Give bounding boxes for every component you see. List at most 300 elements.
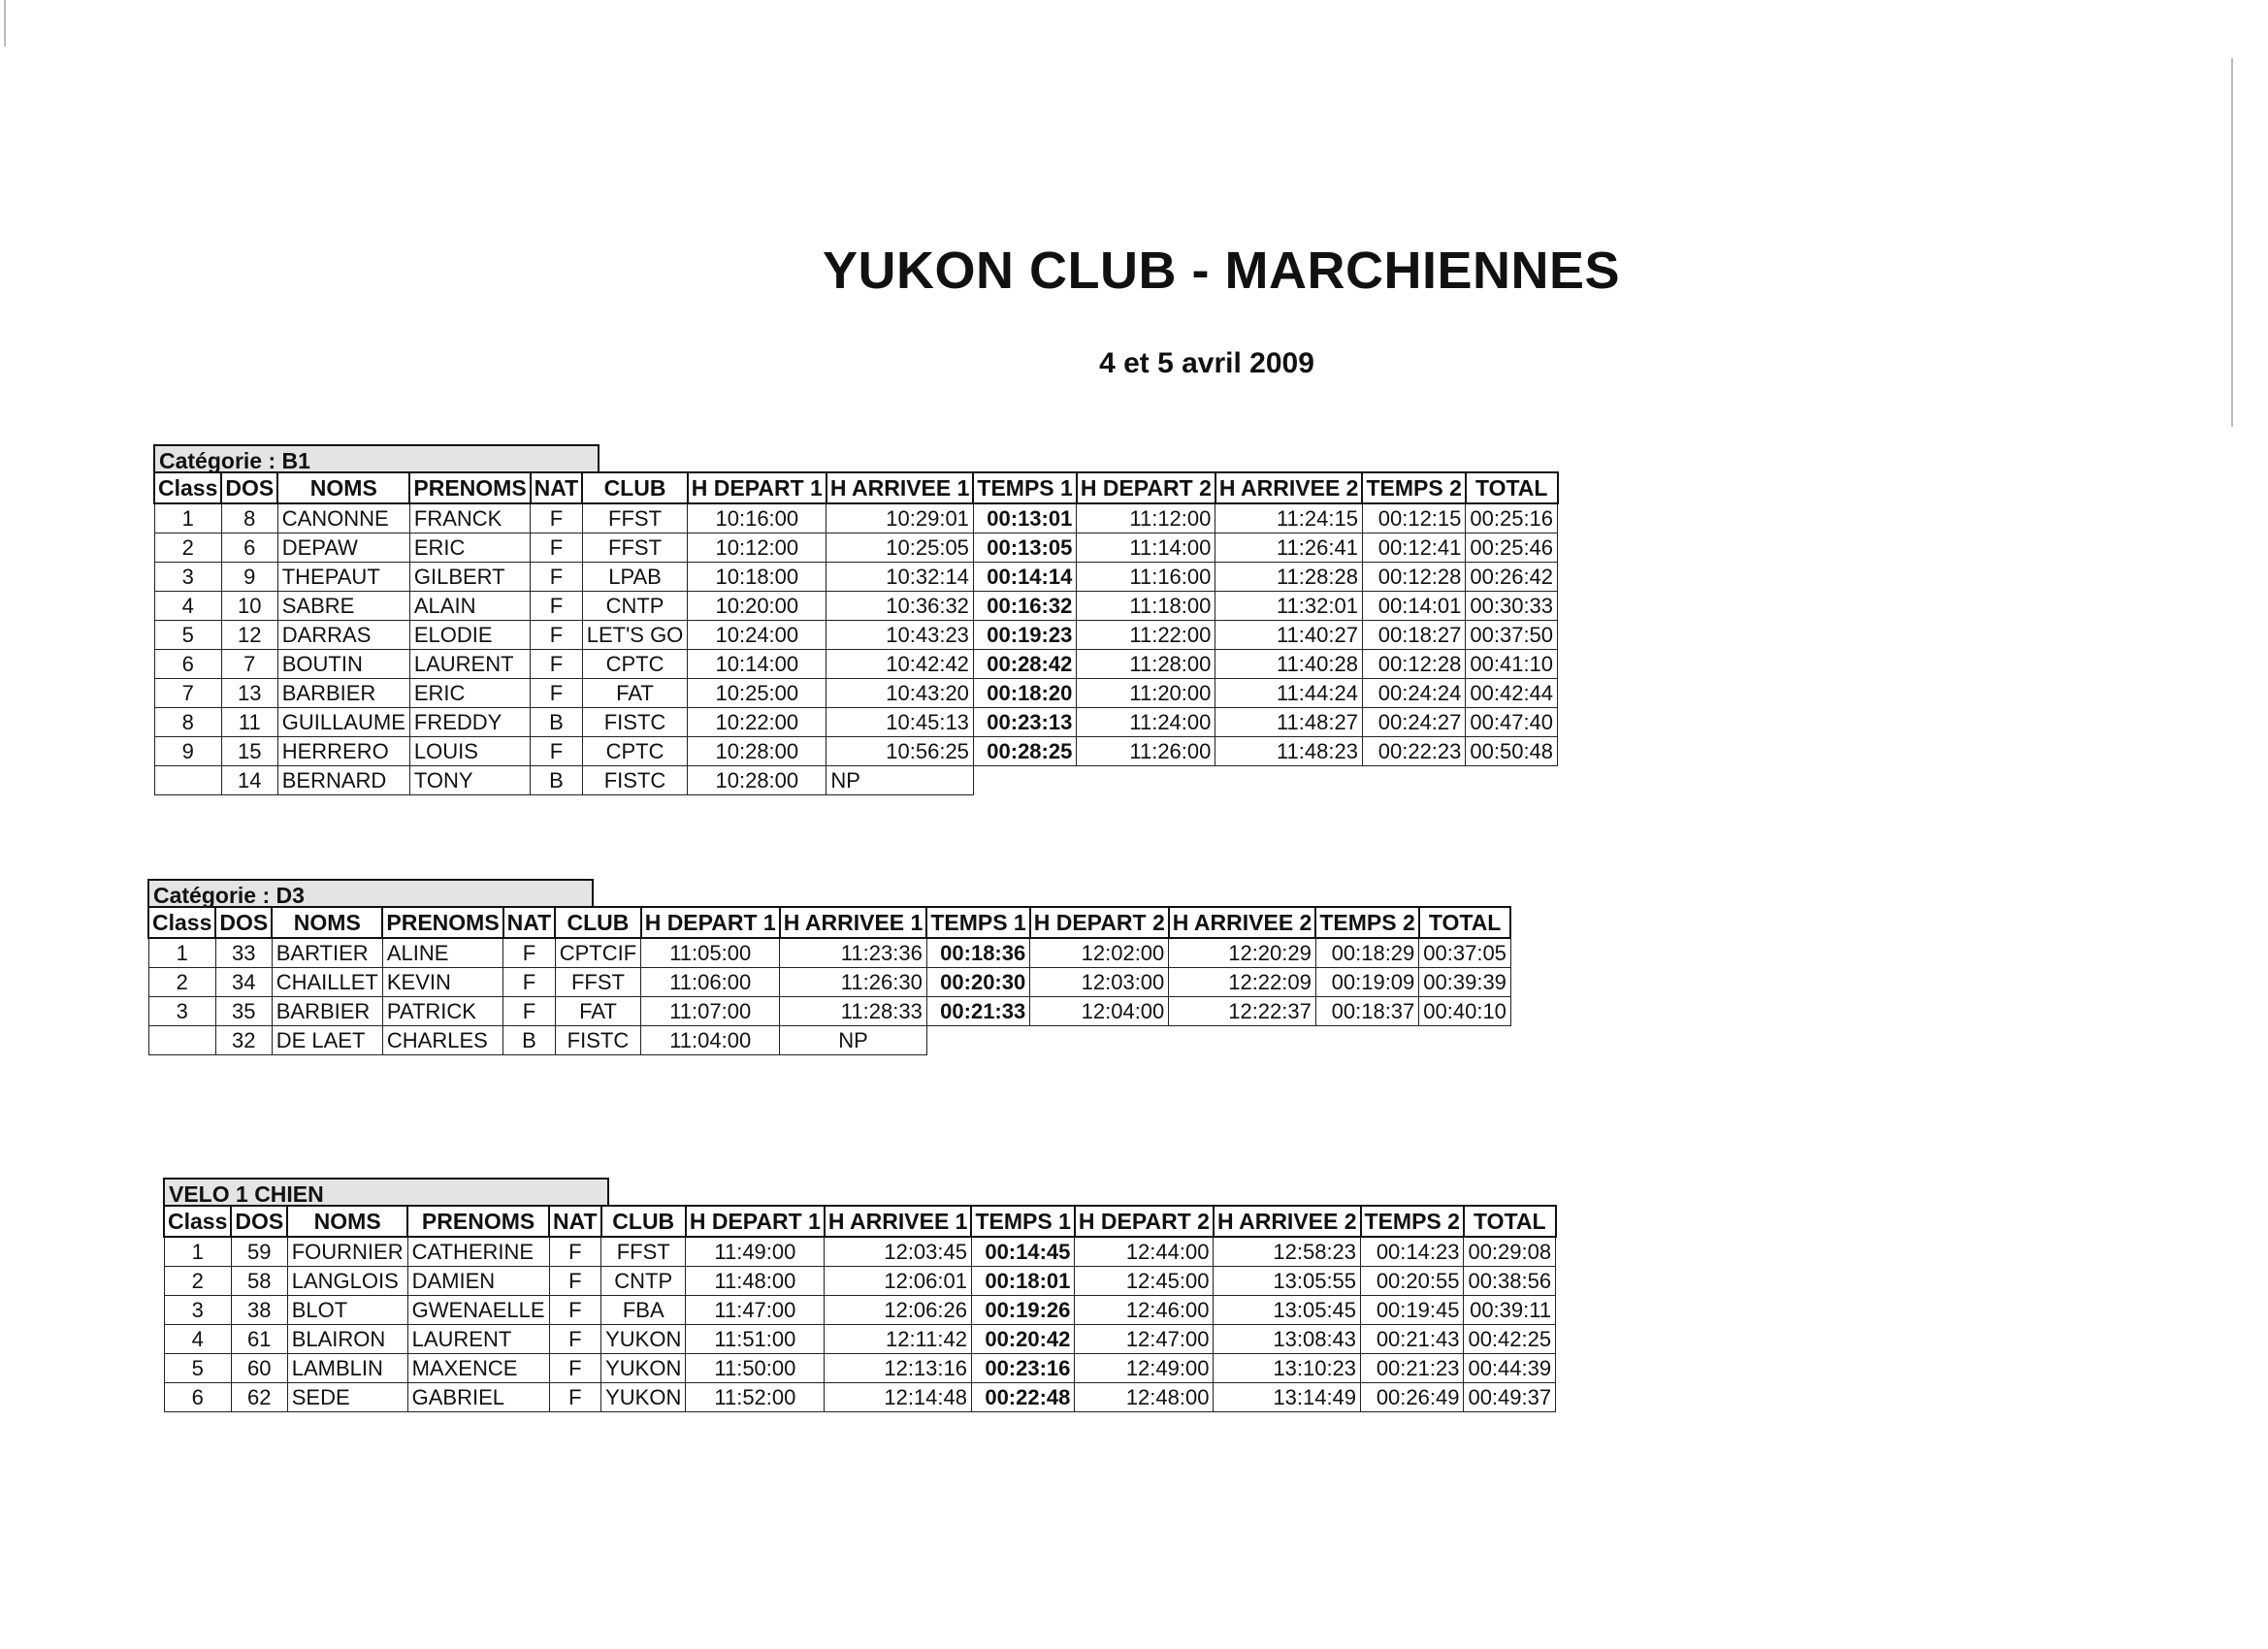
cell-h-arrivee-1: 11:26:30 [780,968,927,997]
table-row [154,737,1558,766]
table-row [148,1026,1510,1055]
cell-h-depart-2: 12:45:00 [1075,1267,1214,1296]
cell-class: 9 [154,737,221,766]
cell-temps-1: 00:28:25 [973,737,1076,766]
column-header-class: Class [148,907,215,938]
empty-cell [973,766,1076,795]
cell-h-depart-1: 11:48:00 [686,1267,825,1296]
cell-dos: 8 [221,503,277,534]
cell-h-depart-1: 10:24:00 [688,621,826,650]
cell-noms: BARBIER [277,679,409,708]
empty-cell [1030,1026,1169,1055]
cell-class: 1 [148,938,215,968]
cell-h-arrivee-1: 10:36:32 [826,592,974,621]
cell-noms: CHAILLET [272,968,382,997]
cell-h-arrivee-2: 13:05:55 [1214,1267,1361,1296]
cell-noms: BLAIRON [287,1325,407,1354]
cell-prenoms: GILBERT [409,563,530,592]
cell-h-arrivee-2: 12:22:37 [1169,997,1316,1026]
cell-club: FFST [582,503,688,534]
cell-prenoms: LAURENT [409,650,530,679]
cell-noms: DEPAW [277,534,409,563]
cell-h-depart-1: 11:51:00 [686,1325,825,1354]
column-header-club: CLUB [555,907,640,938]
cell-prenoms: KEVIN [382,968,502,997]
column-header-noms: NOMS [272,907,382,938]
cell-temps-1: 00:18:36 [926,938,1029,968]
cell-h-depart-1: 11:04:00 [641,1026,780,1055]
cell-prenoms: CHARLES [382,1026,502,1055]
cell-total: 00:40:10 [1419,997,1511,1026]
cell-club: CNTP [582,592,688,621]
cell-h-depart-1: 10:16:00 [688,503,826,534]
cell-temps-1: 00:14:45 [971,1237,1074,1267]
cell-noms: BARBIER [272,997,382,1026]
cell-club: FFST [555,968,640,997]
cell-noms: HERRERO [277,737,409,766]
cell-total: 00:30:33 [1466,592,1558,621]
empty-cell [1466,766,1558,795]
empty-cell [926,1026,1029,1055]
cell-total: 00:42:44 [1466,679,1558,708]
cell-total: 00:39:11 [1464,1296,1556,1325]
header-row [148,907,1510,938]
cell-club: LPAB [582,563,688,592]
cell-dos: 9 [221,563,277,592]
cell-class: 6 [164,1383,231,1412]
cell-noms: SABRE [277,592,409,621]
cell-h-depart-2: 11:24:00 [1077,708,1215,737]
column-header-h-depart-2: H DEPART 2 [1077,472,1215,503]
cell-h-arrivee-1: NP [780,1026,927,1055]
column-header-temps-2: TEMPS 2 [1362,472,1465,503]
cell-club: YUKON [601,1354,686,1383]
cell-h-depart-1: 11:50:00 [686,1354,825,1383]
column-header-temps-1: TEMPS 1 [926,907,1029,938]
cell-nat: F [503,968,556,997]
cell-class: 2 [154,534,221,563]
cell-nat: F [549,1267,601,1296]
table-row [154,534,1558,563]
cell-total: 00:39:39 [1419,968,1511,997]
cell-noms: SEDE [287,1383,407,1412]
cell-h-arrivee-2: 11:32:01 [1215,592,1363,621]
table-row [154,563,1558,592]
column-header-h-depart-2: H DEPART 2 [1030,907,1169,938]
column-header-h-depart-2: H DEPART 2 [1075,1206,1214,1237]
cell-prenoms: ERIC [409,679,530,708]
cell-dos: 62 [231,1383,287,1412]
cell-h-arrivee-2: 11:26:41 [1215,534,1363,563]
table-row [148,997,1510,1026]
column-header-dos: DOS [215,907,272,938]
cell-nat: F [503,997,556,1026]
column-header-temps-1: TEMPS 1 [973,472,1076,503]
column-header-h-arrivee-1: H ARRIVEE 1 [825,1206,972,1237]
cell-temps-1: 00:22:48 [971,1383,1074,1412]
cell-h-arrivee-1: 12:14:48 [825,1383,972,1412]
cell-temps-2: 00:12:41 [1362,534,1465,563]
category-label: Catégorie : B1 [153,444,599,473]
cell-temps-2: 00:14:23 [1361,1237,1464,1267]
cell-h-arrivee-2: 13:14:49 [1214,1383,1361,1412]
cell-h-depart-1: 10:14:00 [688,650,826,679]
cell-nat: F [549,1325,601,1354]
table-row [154,679,1558,708]
column-header-club: CLUB [601,1206,686,1237]
cell-h-arrivee-2: 12:22:09 [1169,968,1316,997]
table-row [164,1296,1556,1325]
cell-class: 4 [154,592,221,621]
cell-temps-2: 00:18:37 [1315,997,1418,1026]
cell-total: 00:49:37 [1464,1383,1556,1412]
table-row [154,766,1558,795]
table-row [164,1237,1556,1267]
cell-temps-2: 00:19:09 [1315,968,1418,997]
cell-h-arrivee-2: 11:40:28 [1215,650,1363,679]
cell-class: 5 [154,621,221,650]
cell-temps-2: 00:24:27 [1362,708,1465,737]
cell-dos: 34 [215,968,272,997]
column-header-noms: NOMS [277,472,409,503]
cell-h-arrivee-1: 12:13:16 [825,1354,972,1383]
cell-temps-1: 00:13:01 [973,503,1076,534]
cell-h-arrivee-2: 11:28:28 [1215,563,1363,592]
cell-noms: THEPAUT [277,563,409,592]
cell-class: 3 [164,1296,231,1325]
cell-temps-2: 00:18:29 [1315,938,1418,968]
column-header-h-arrivee-2: H ARRIVEE 2 [1215,472,1363,503]
column-header-total: TOTAL [1419,907,1511,938]
cell-h-arrivee-1: 12:03:45 [825,1237,972,1267]
table-row [148,938,1510,968]
cell-class: 2 [164,1267,231,1296]
cell-dos: 59 [231,1237,287,1267]
table-row [154,708,1558,737]
empty-cell [1315,1026,1418,1055]
scan-edge-mark [4,0,6,47]
cell-h-arrivee-1: 11:23:36 [780,938,927,968]
cell-nat: F [549,1237,601,1267]
cell-club: FISTC [582,708,688,737]
cell-total: 00:37:05 [1419,938,1511,968]
cell-h-arrivee-2: 11:48:23 [1215,737,1363,766]
cell-noms: DE LAET [272,1026,382,1055]
cell-h-depart-2: 11:26:00 [1077,737,1215,766]
cell-temps-1: 00:21:33 [926,997,1029,1026]
cell-h-depart-1: 10:12:00 [688,534,826,563]
cell-h-depart-1: 10:22:00 [688,708,826,737]
cell-nat: B [503,1026,556,1055]
cell-h-arrivee-1: 10:45:13 [826,708,974,737]
cell-h-depart-1: 10:28:00 [688,737,826,766]
empty-cell [1077,766,1215,795]
cell-h-depart-2: 11:28:00 [1077,650,1215,679]
cell-class: 8 [154,708,221,737]
cell-club: YUKON [601,1325,686,1354]
column-header-h-arrivee-1: H ARRIVEE 1 [826,472,974,503]
cell-nat: F [531,534,583,563]
cell-h-arrivee-1: 10:29:01 [826,503,974,534]
table-row [154,650,1558,679]
column-header-dos: DOS [221,472,277,503]
cell-temps-1: 00:20:30 [926,968,1029,997]
cell-class: 3 [148,997,215,1026]
cell-temps-2: 00:21:43 [1361,1325,1464,1354]
cell-h-arrivee-2: 12:20:29 [1169,938,1316,968]
cell-h-arrivee-1: 11:28:33 [780,997,927,1026]
cell-total: 00:44:39 [1464,1354,1556,1383]
category-label: Catégorie : D3 [147,879,594,908]
column-header-h-depart-1: H DEPART 1 [641,907,780,938]
column-header-nat: NAT [549,1206,601,1237]
cell-temps-2: 00:12:28 [1362,650,1465,679]
table-row [164,1354,1556,1383]
cell-h-depart-2: 11:20:00 [1077,679,1215,708]
cell-h-arrivee-2: 11:40:27 [1215,621,1363,650]
cell-temps-1: 00:14:14 [973,563,1076,592]
cell-h-depart-1: 11:49:00 [686,1237,825,1267]
cell-prenoms: ERIC [409,534,530,563]
cell-total: 00:25:16 [1466,503,1558,534]
cell-nat: F [531,503,583,534]
cell-noms: LANGLOIS [287,1267,407,1296]
cell-h-arrivee-1: 10:43:23 [826,621,974,650]
cell-prenoms: FREDDY [409,708,530,737]
cell-prenoms: PATRICK [382,997,502,1026]
cell-prenoms: DAMIEN [407,1267,549,1296]
cell-temps-1: 00:19:26 [971,1296,1074,1325]
empty-cell [1362,766,1465,795]
cell-nat: F [531,650,583,679]
cell-total: 00:37:50 [1466,621,1558,650]
cell-temps-2: 00:19:45 [1361,1296,1464,1325]
cell-class: 5 [164,1354,231,1383]
cell-dos: 32 [215,1026,272,1055]
cell-noms: GUILLAUME [277,708,409,737]
cell-prenoms: ELODIE [409,621,530,650]
column-header-prenoms: PRENOMS [382,907,502,938]
cell-club: CPTC [582,650,688,679]
table-row [154,621,1558,650]
cell-total: 00:38:56 [1464,1267,1556,1296]
table-row [148,968,1510,997]
cell-h-depart-2: 11:18:00 [1077,592,1215,621]
column-header-club: CLUB [582,472,688,503]
cell-prenoms: CATHERINE [407,1237,549,1267]
cell-dos: 35 [215,997,272,1026]
cell-temps-1: 00:23:13 [973,708,1076,737]
empty-cell [1419,1026,1511,1055]
cell-dos: 6 [221,534,277,563]
cell-nat: F [549,1354,601,1383]
cell-temps-1: 00:28:42 [973,650,1076,679]
cell-prenoms: TONY [409,766,530,795]
cell-temps-2: 00:12:15 [1362,503,1465,534]
cell-h-arrivee-1: 10:42:42 [826,650,974,679]
cell-dos: 14 [221,766,277,795]
cell-h-depart-1: 11:47:00 [686,1296,825,1325]
column-header-temps-2: TEMPS 2 [1361,1206,1464,1237]
cell-h-depart-1: 11:06:00 [641,968,780,997]
cell-club: CPTC [582,737,688,766]
cell-dos: 10 [221,592,277,621]
cell-dos: 58 [231,1267,287,1296]
cell-nat: F [549,1296,601,1325]
cell-noms: CANONNE [277,503,409,534]
table-row [154,503,1558,534]
cell-nat: F [531,621,583,650]
cell-h-arrivee-2: 11:24:15 [1215,503,1363,534]
category-label: VELO 1 CHIEN [163,1178,609,1207]
cell-prenoms: ALAIN [409,592,530,621]
cell-class: 7 [154,679,221,708]
cell-club: CNTP [601,1267,686,1296]
cell-h-arrivee-1: 10:25:05 [826,534,974,563]
column-header-total: TOTAL [1466,472,1558,503]
cell-h-arrivee-1: 10:56:25 [826,737,974,766]
cell-h-depart-1: 10:20:00 [688,592,826,621]
cell-prenoms: GABRIEL [407,1383,549,1412]
cell-dos: 33 [215,938,272,968]
cell-nat: F [503,938,556,968]
header-row [164,1206,1556,1237]
cell-club: FFST [601,1237,686,1267]
cell-total: 00:25:46 [1466,534,1558,563]
cell-noms: BOUTIN [277,650,409,679]
cell-nat: B [531,708,583,737]
cell-dos: 7 [221,650,277,679]
cell-h-arrivee-1: 12:11:42 [825,1325,972,1354]
cell-noms: BARTIER [272,938,382,968]
cell-temps-1: 00:19:23 [973,621,1076,650]
cell-nat: F [531,679,583,708]
header-row [154,472,1558,503]
cell-h-arrivee-1: 12:06:26 [825,1296,972,1325]
cell-club: FAT [582,679,688,708]
cell-dos: 13 [221,679,277,708]
cell-nat: F [549,1383,601,1412]
cell-h-depart-2: 12:04:00 [1030,997,1169,1026]
cell-prenoms: ALINE [382,938,502,968]
table-row [154,592,1558,621]
cell-class: 2 [148,968,215,997]
column-header-total: TOTAL [1464,1206,1556,1237]
cell-h-depart-2: 12:49:00 [1075,1354,1214,1383]
cell-total: 00:47:40 [1466,708,1558,737]
cell-h-arrivee-2: 13:05:45 [1214,1296,1361,1325]
empty-cell [1215,766,1363,795]
column-header-temps-1: TEMPS 1 [971,1206,1074,1237]
cell-h-depart-2: 11:12:00 [1077,503,1215,534]
cell-dos: 60 [231,1354,287,1383]
cell-class [154,766,221,795]
cell-h-arrivee-1: 12:06:01 [825,1267,972,1296]
cell-h-arrivee-2: 12:58:23 [1214,1237,1361,1267]
cell-temps-1: 00:18:20 [973,679,1076,708]
cell-h-arrivee-2: 13:08:43 [1214,1325,1361,1354]
results-table [163,1205,1557,1412]
cell-club: LET'S GO [582,621,688,650]
column-header-dos: DOS [231,1206,287,1237]
cell-nat: F [531,563,583,592]
cell-class: 4 [164,1325,231,1354]
cell-temps-2: 00:18:27 [1362,621,1465,650]
cell-dos: 15 [221,737,277,766]
cell-noms: FOURNIER [287,1237,407,1267]
cell-total: 00:42:25 [1464,1325,1556,1354]
results-table [147,906,1511,1055]
cell-noms: LAMBLIN [287,1354,407,1383]
cell-club: FAT [555,997,640,1026]
column-header-noms: NOMS [287,1206,407,1237]
column-header-h-arrivee-2: H ARRIVEE 2 [1214,1206,1361,1237]
cell-class [148,1026,215,1055]
cell-h-depart-2: 12:48:00 [1075,1383,1214,1412]
cell-total: 00:41:10 [1466,650,1558,679]
cell-h-depart-1: 10:28:00 [688,766,826,795]
cell-temps-2: 00:12:28 [1362,563,1465,592]
cell-total: 00:29:08 [1464,1237,1556,1267]
cell-h-depart-1: 10:18:00 [688,563,826,592]
cell-prenoms: FRANCK [409,503,530,534]
cell-total: 00:26:42 [1466,563,1558,592]
cell-h-depart-2: 12:03:00 [1030,968,1169,997]
cell-h-depart-2: 12:02:00 [1030,938,1169,968]
cell-temps-2: 00:22:23 [1362,737,1465,766]
cell-h-arrivee-1: NP [826,766,974,795]
cell-nat: B [531,766,583,795]
cell-class: 1 [164,1237,231,1267]
cell-h-depart-2: 11:14:00 [1077,534,1215,563]
cell-dos: 12 [221,621,277,650]
cell-prenoms: MAXENCE [407,1354,549,1383]
cell-h-depart-1: 11:07:00 [641,997,780,1026]
column-header-nat: NAT [531,472,583,503]
cell-noms: DARRAS [277,621,409,650]
column-header-h-depart-1: H DEPART 1 [688,472,826,503]
cell-class: 6 [154,650,221,679]
cell-h-arrivee-2: 11:44:24 [1215,679,1363,708]
cell-class: 3 [154,563,221,592]
cell-club: CPTCIF [555,938,640,968]
cell-h-depart-1: 11:05:00 [641,938,780,968]
cell-prenoms: LOUIS [409,737,530,766]
cell-nat: F [531,592,583,621]
cell-club: FFST [582,534,688,563]
cell-class: 1 [154,503,221,534]
cell-h-depart-1: 10:25:00 [688,679,826,708]
table-row [164,1267,1556,1296]
column-header-h-depart-1: H DEPART 1 [686,1206,825,1237]
cell-h-depart-2: 12:44:00 [1075,1237,1214,1267]
cell-temps-1: 00:16:32 [973,592,1076,621]
cell-dos: 61 [231,1325,287,1354]
cell-prenoms: GWENAELLE [407,1296,549,1325]
column-header-class: Class [164,1206,231,1237]
cell-h-arrivee-1: 10:32:14 [826,563,974,592]
cell-club: FBA [601,1296,686,1325]
cell-noms: BERNARD [277,766,409,795]
cell-club: YUKON [601,1383,686,1412]
cell-h-depart-2: 11:16:00 [1077,563,1215,592]
column-header-h-arrivee-1: H ARRIVEE 1 [780,907,927,938]
column-header-prenoms: PRENOMS [407,1206,549,1237]
cell-total: 00:50:48 [1466,737,1558,766]
cell-temps-2: 00:21:23 [1361,1354,1464,1383]
cell-temps-2: 00:14:01 [1362,592,1465,621]
cell-h-depart-2: 11:22:00 [1077,621,1215,650]
